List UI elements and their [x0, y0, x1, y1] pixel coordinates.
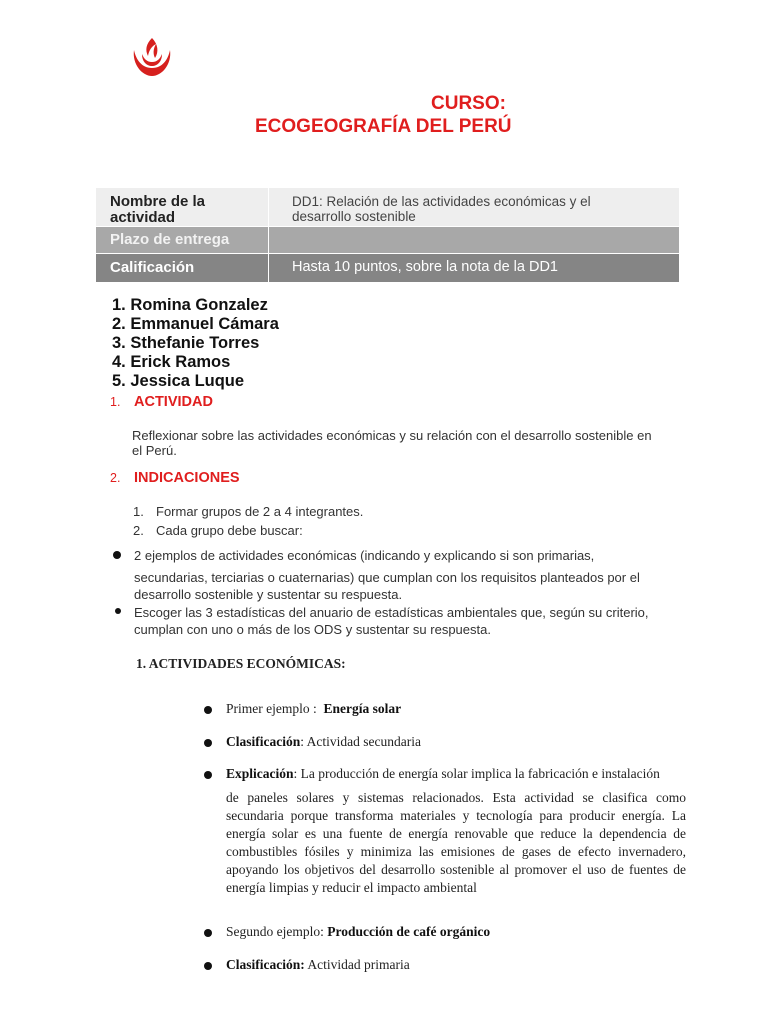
- classification1-value: : Actividad secundaria: [300, 734, 421, 749]
- bullet-text-line: Escoger las 3 estadísticas del anuario de estadísticas ambientales que, según su criterio,: [134, 605, 649, 620]
- example1-label: Primer ejemplo :: [226, 701, 317, 716]
- classification2-value: Actividad primaria: [307, 957, 410, 972]
- member-item: 2. Emmanuel Cámara: [112, 315, 279, 333]
- economic-activities-heading: 1. ACTIVIDADES ECONÓMICAS:: [136, 656, 346, 671]
- explanation-line: apoyando los objetivos del desarrollo sostenible al promover el uso de fuentes de: [226, 862, 686, 877]
- indication-bullet-2: [134, 604, 694, 638]
- activity-text-line: Reflexionar sobre las actividades económicas y su relación con el desarrollo sostenible en: [132, 428, 652, 443]
- indication-bullet-1: [134, 547, 694, 603]
- classification2-line: [226, 957, 410, 973]
- member-item: 5. Jessica Luque: [112, 372, 245, 390]
- explanation-line: secundaria porque transforma materiales y tecnología para producir energía. La: [226, 808, 686, 823]
- activity-text-line: el Perú.: [132, 443, 177, 458]
- table-column-divider: [268, 188, 269, 282]
- bullet-icon: [113, 551, 121, 559]
- section-number: 1.: [110, 395, 121, 409]
- list-number: 1.: [133, 504, 144, 519]
- bullet-icon: [204, 962, 212, 970]
- table-row-divider: [96, 253, 679, 254]
- activity-name-label-line1: Nombre de la: [110, 193, 206, 210]
- bullet-icon: [204, 771, 212, 779]
- list-item: Formar grupos de 2 a 4 integrantes.: [156, 504, 364, 519]
- section-activity-heading: [110, 394, 213, 410]
- member-item: 4. Erick Ramos: [112, 353, 231, 371]
- group-members-list: [112, 296, 279, 391]
- explanation-line: combustibles fósiles y minimiza las emisiones de gases de efecto invernadero,: [226, 844, 686, 859]
- upc-flame-logo-icon: [130, 36, 174, 78]
- bullet-text-line: cumplan con uno o más de los ODS y sustentar su respuesta.: [134, 622, 491, 637]
- bullet-icon: [204, 706, 212, 714]
- table-row-divider: [96, 226, 679, 227]
- example2-value: Producción de café orgánico: [327, 924, 491, 939]
- explanation-block: [226, 765, 686, 897]
- classification2-label: Clasificación:: [226, 957, 305, 972]
- grade-row: [96, 253, 679, 282]
- example2-label: Segundo ejemplo:: [226, 924, 324, 939]
- explanation-label: Explicación: [226, 766, 294, 781]
- bullet-icon: [204, 929, 212, 937]
- explanation-line: de paneles solares y sistemas relacionados. Esta actividad se clasifica como: [226, 790, 686, 805]
- course-title: ECOGEOGRAFÍA DEL PERÚ: [255, 116, 512, 137]
- member-item: 3. Sthefanie Torres: [112, 334, 260, 352]
- section-title: INDICACIONES: [134, 470, 240, 486]
- section-number: 2.: [110, 471, 121, 485]
- example1-value: Energía solar: [323, 701, 402, 716]
- indications-list: [133, 502, 363, 540]
- activity-name-value-line2: desarrollo sostenible: [292, 209, 416, 224]
- bullet-icon: [115, 608, 121, 614]
- course-label: CURSO:: [431, 93, 506, 114]
- deadline-label: Plazo de entrega: [110, 231, 230, 248]
- activity-name-label-line2: actividad: [110, 209, 176, 226]
- section-indications-heading: [110, 470, 240, 486]
- explanation-line: : La producción de energía solar implica la fabricación e instalación: [293, 766, 660, 781]
- example2-line: [226, 924, 490, 940]
- member-item: 1. Romina Gonzalez: [112, 296, 268, 314]
- deadline-row: [96, 226, 679, 253]
- grade-label: Calificación: [110, 259, 195, 276]
- explanation-line: energía limpias y reducir el impacto ambiental: [226, 880, 477, 895]
- section-title: ACTIVIDAD: [134, 394, 213, 410]
- activity-name-row: [96, 188, 679, 226]
- classification1-label: Clasificación: [226, 734, 301, 749]
- explanation-line: energía solar es una fuente de energía renovable que reduce la dependencia de: [226, 826, 686, 841]
- bullet-icon: [204, 739, 212, 747]
- classification1-line: [226, 734, 421, 750]
- bullet-text-line: 2 ejemplos de actividades económicas (indicando y explicando si son primarias,: [134, 548, 595, 563]
- activity-name-value-line1: DD1: Relación de las actividades económicas y el: [292, 194, 591, 209]
- example1-line: [226, 701, 401, 717]
- grade-value: Hasta 10 puntos, sobre la nota de la DD1: [292, 259, 558, 275]
- activity-description: [132, 428, 692, 458]
- list-number: 2.: [133, 523, 144, 538]
- bullet-text-line: desarrollo sostenible y sustentar su respuesta.: [134, 587, 403, 602]
- bullet-text-line: secundarias, terciarias o cuaternarias) que cumplan con los requisitos planteados por el: [134, 570, 640, 585]
- list-item: Cada grupo debe buscar:: [156, 523, 303, 538]
